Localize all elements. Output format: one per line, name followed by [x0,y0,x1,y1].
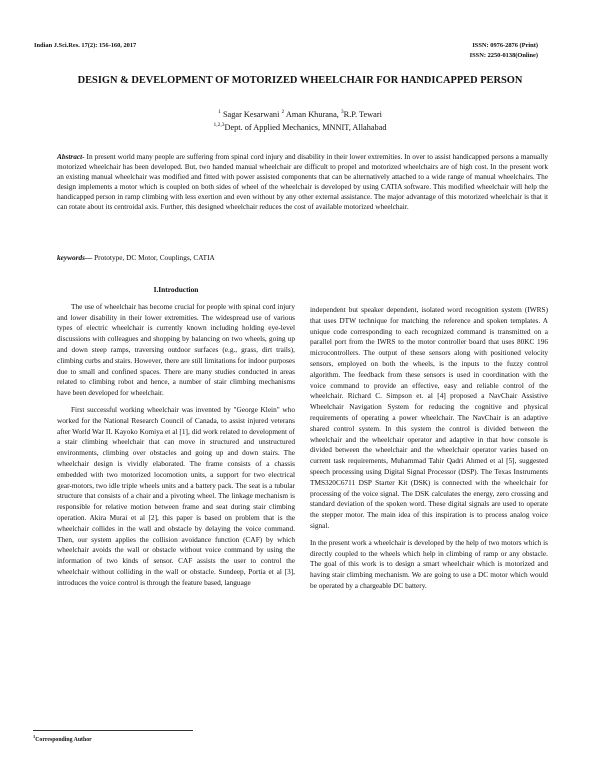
affiliation-marker: 1,2,3 [213,121,225,128]
left-column [57,285,295,595]
paragraph: First successful working wheelchair was invented by "George Klein" who worked for the National Research Council of Canada, to assist injured veterans after World War II. Kayoko Komiya et al [1], did work related to development of a stair climbing wheelchair that can move in structured and unstructured environments, climbing over obstacles and going up and down stairs. The wheelchair design is vividly elaborated. The frame consists of a chassis embedded with two motorized locomotion units, a support for two electrical gear-motors, two idle triple wheels units and a battery pack. The seat is a tubular structure that consists of a chair and a pivoting wheel. The linkage mechanism is responsible for relative motion between frame and seat during stair climbing operation. Akira Murai et al [2], this paper is based on problem that is the wheelchair collides in the wall and obstacle by delaying the voice command. Then, our system applies the collision avoidance function (CAF) by which wheelchair avoids the wall or obstacle without voice command by using the information of two kinds of sensor. CAF assists the user to control the wheelchair without colliding in the wall or obstacle. Sundeep, Portia et al [3], introduces the voice control is through the feature based, language [57,404,295,587]
keywords-label: keywords— [57,253,93,262]
paragraph: In the present work a wheelchair is developed by the help of two motors which is directly coupled to the wheels which help in climbing of ramp or any obstacle. The goal of this work is to design a smart wheelchair which is motorized and having stair climbing mechanism. We are going to use a DC motor which would be operated by a chargeable DC battery. [310,537,548,590]
affiliation-line [0,120,600,133]
right-column [310,305,548,598]
issn-online: ISSN: 2250-0138(Online) [469,52,538,59]
author-1: Sagar Kesarwani [222,109,280,119]
abstract-label: Abstract- [57,152,85,161]
section-heading: I.Introduction [153,285,199,294]
footnote-divider [33,730,193,731]
footnote-marker: 1 [33,734,36,739]
author-2: Aman Khurana, [285,109,339,119]
author-3-marker: 3 [340,109,344,115]
abstract-text: In present world many people are suffering from spinal cord injury and disability in their lower extremities. In over to assist handicapped persons a manually motorized wheelchair has been developed. But, two handed manual wheelchair are difficult to propel and motorized wheelchairs are of high cost. In the present work an existing manual wheelchair was modified and fitted with power assisted components that can be alternatively attached to a wide range of manual wheelchairs. The design implements a motor which is coupled on both sides of wheel of the wheelchair is developed by using CATIA software. This modified wheelchair will help the handicapped person in ramp climbing with less exertion and even without by any other external assistance. The major advantage of this motorized wheelchair is that it can rotate about its centroidal axis. Further, this designed wheelchair reduces the cost of available motorized wheelchair. [57,152,548,211]
footnote-text: Corresponding Author [35,736,92,743]
paragraph: independent but speaker dependent, isolated word recognition system (IWRS) that uses DTW technique for matching the reference and spoken templates. A unique code corresponding to each recognized command is transmitted on a parallel port from the IWRS to the motor controller board that uses 80KC 196 microcontrollers. The output of these sensors along with positioned velocity sensors, employed on both the wheels, is the inputs to the fuzzy control algorithm. The feedback from these sensors is used in coordination with the voice command to provide an effective, easy and reliable control of the wheelchair. Richard C. Simpson et. al [4] proposed a NavChair Assistive Wheelchair Navigation System for reducing the cognitive and physical requirements of operating a power wheelchair. The NavChair is an adaptive shared control system. In this system the control is divided between the wheelchair and the wheelchair operator and adaptive in that how console is divided between the wheelchair and the wheelchair operator varies based on current task requirements, Muhammad Tahir Qadri Ahmed et al [5], suggested speech processing using Digital Signal Processor (DSP). The Texas Instruments TMS320C6711 DSP Starter Kit (DSK) is connected with the wheelchair for processing of the voice signal. The DSK calculates the energy, zero crossing and standard deviation of the spoken word. These digital signals are used to operate the stepper motor. The main idea of this inspiration is to process analog voice signal. [310,305,548,530]
author-2-marker: 2 [281,109,285,115]
affiliation: Dept. of Applied Mechanics, MNNIT, Allahabad [224,122,387,132]
keywords [57,253,215,262]
keywords-text: Prototype, DC Motor, Couplings, CATIA [92,253,215,262]
author-3: R.P. Tewari [343,109,382,119]
paragraph: The use of wheelchair has become crucial for people with spinal cord injury and lower disability in their lower extremities. The widespread use of various types of electric wheelchair is currently known including holding eye-level discussions with colleagues and shopping by balancing on two wheels, going up and down steep ramps, traversing outdoor surfaces (e.g., grass, dirt trails), climbing curbs and stairs. However, there are still limitations for indoor purposes due to small and confined spaces. There are many studies conducted in areas related to climbing robot and hence, a number of stair climbing mechanisms have been developed for wheelchair. [57,301,295,398]
author-line [0,107,600,120]
issn-block [470,41,538,61]
author-block [0,107,600,133]
abstract [57,152,548,211]
journal-citation: Indian J.Sci.Res. 17(2): 156-160, 2017 [34,42,137,49]
author-1-marker: 1 [218,109,221,115]
issn-print: ISSN: 0976-2876 (Print) [472,42,538,49]
footnote [33,734,92,743]
paper-title: DESIGN & DEVELOPMENT OF MOTORIZED WHEELCHAIR FOR HANDICAPPED PERSON [77,75,523,86]
